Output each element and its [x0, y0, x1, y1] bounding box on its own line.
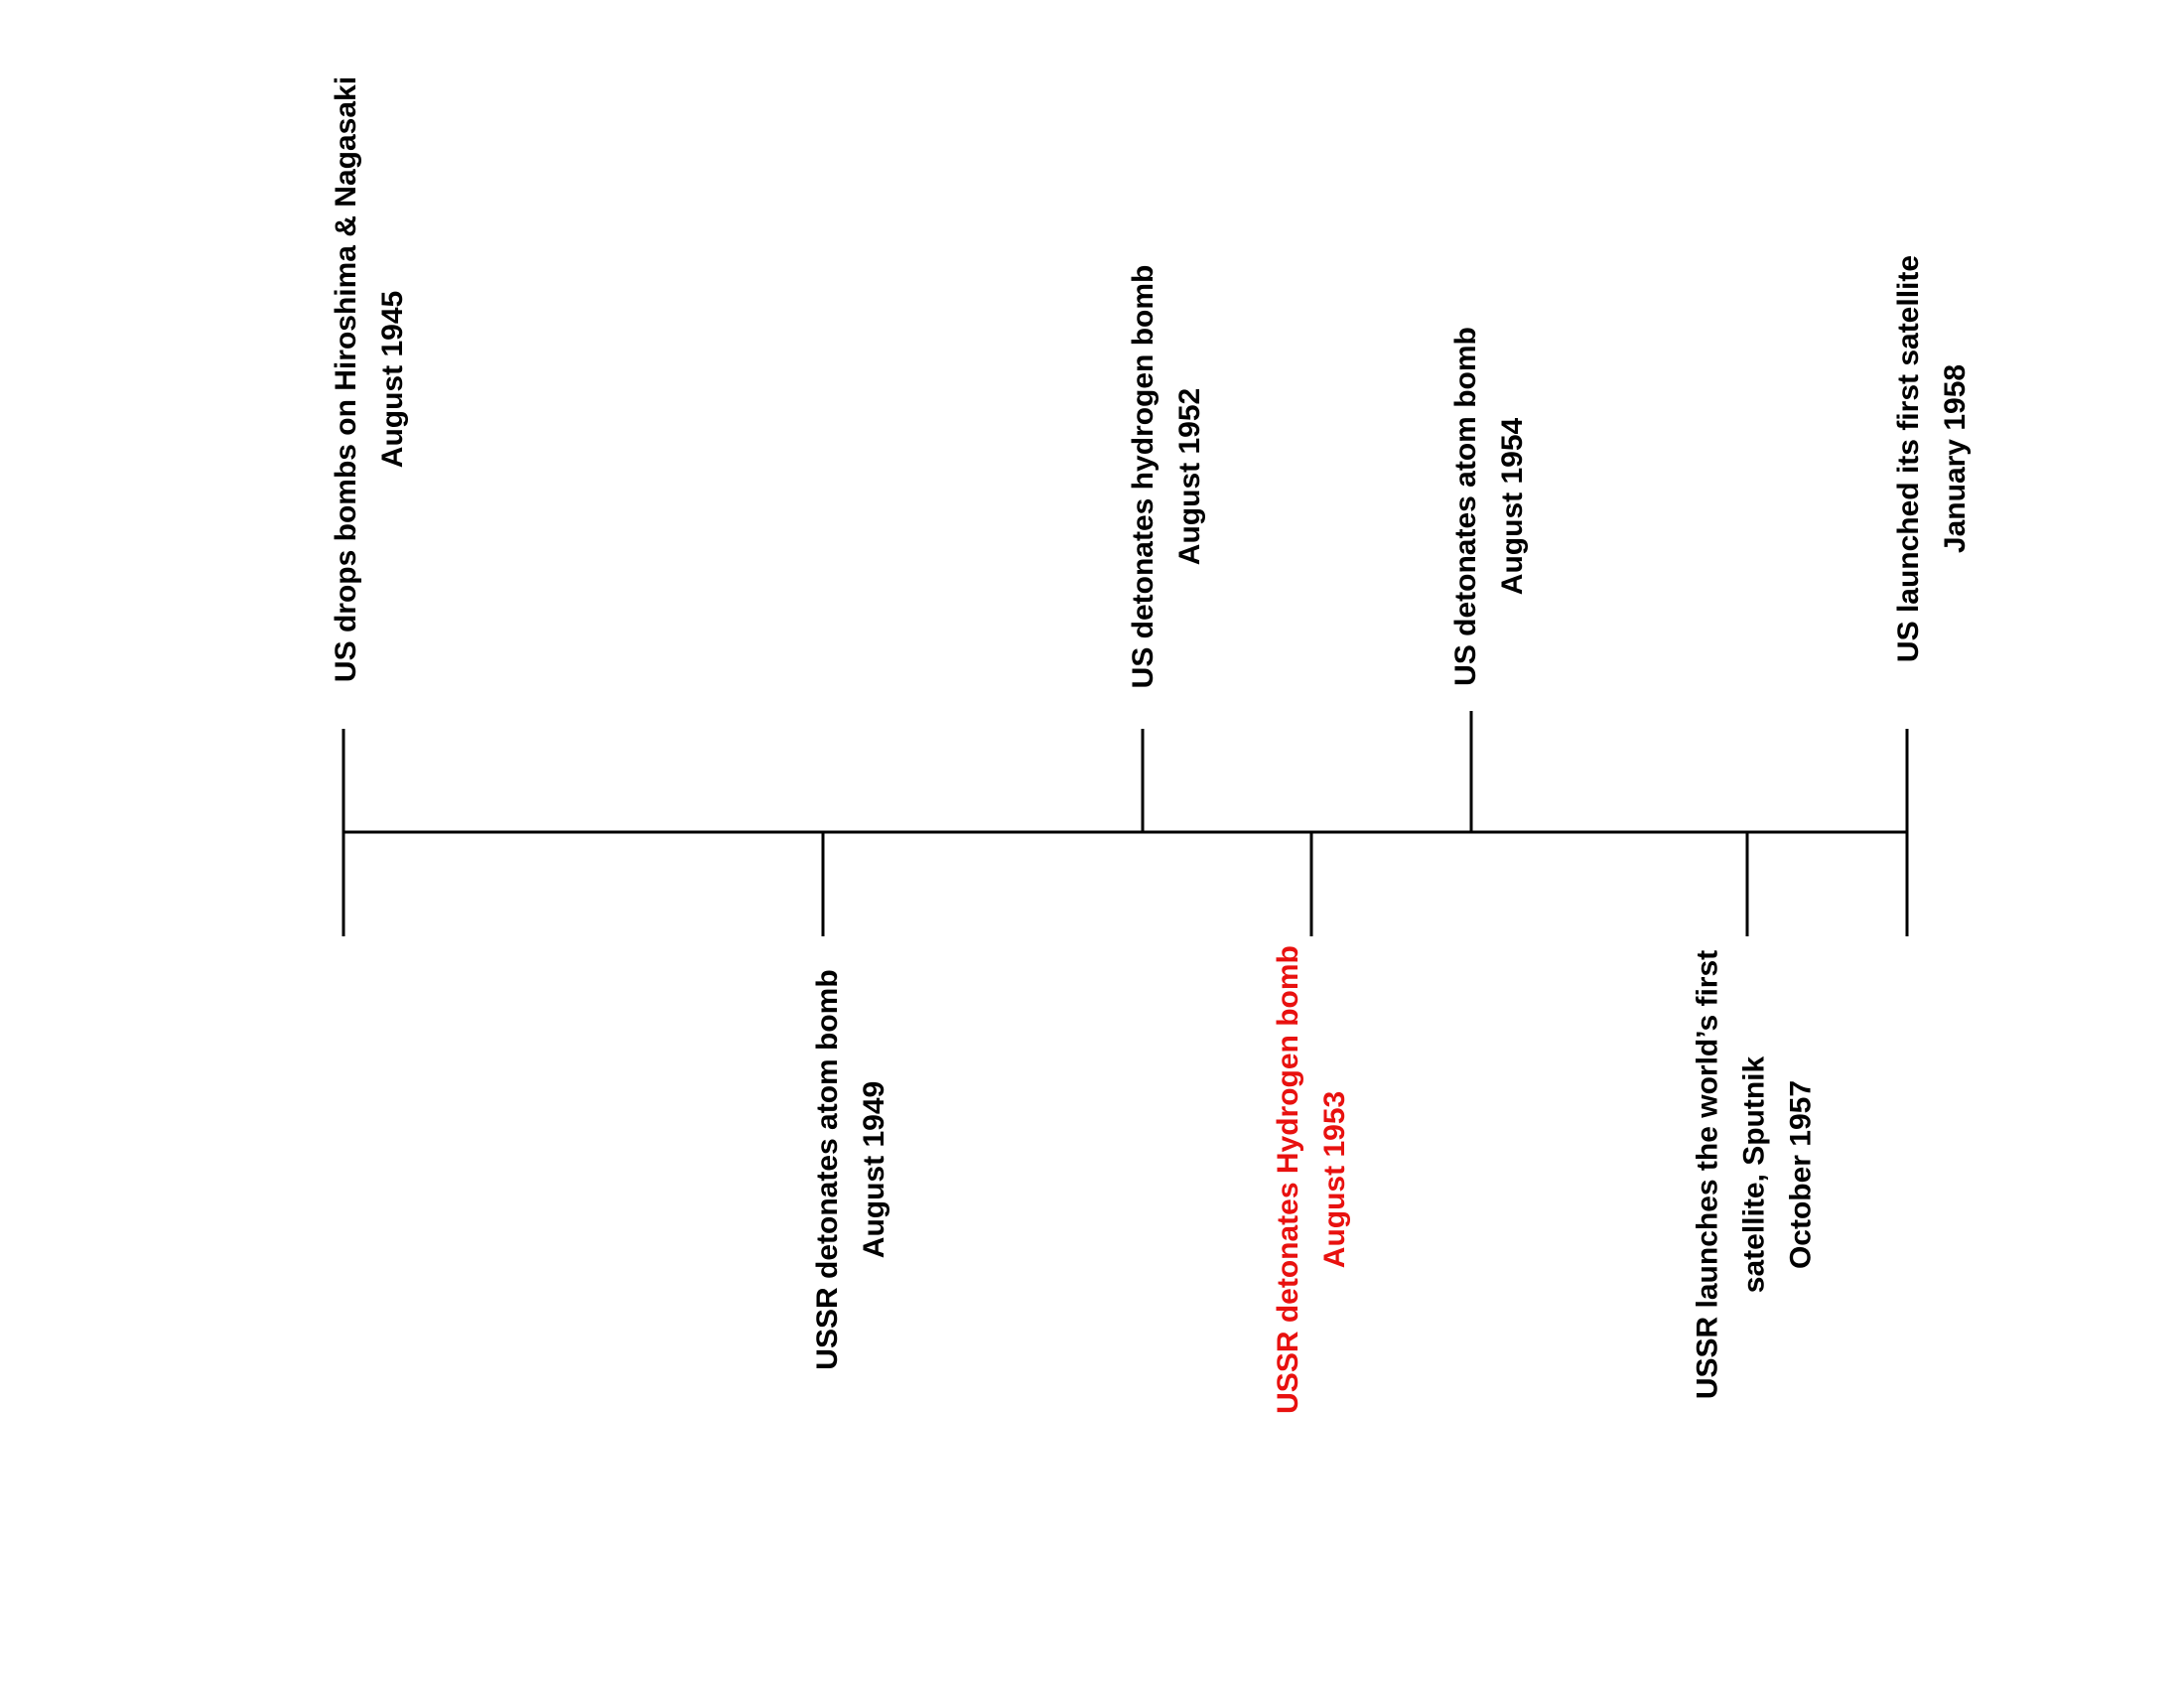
event-label-line: US drops bombs on Hiroshima & Nagasaki	[330, 75, 362, 683]
event-label-us-hydrogen-bomb	[1120, 265, 1213, 689]
event-label-line: USSR launches the world’s first	[1691, 949, 1724, 1400]
event-label-line: US launched its first satellite	[1892, 254, 1925, 663]
event-label-line: satellite, Sputnik	[1737, 1055, 1771, 1294]
event-label-ussr-hydrogen-bomb	[1265, 945, 1358, 1414]
event-label-us-first-satellite	[1885, 255, 1979, 662]
event-label-line: October 1957	[1784, 1079, 1818, 1270]
event-label-line: August 1952	[1173, 387, 1206, 566]
event-label-us-bombs-hiroshima-nagasaki	[323, 76, 416, 682]
event-label-ussr-sputnik	[1685, 950, 1825, 1399]
event-label-us-atom-bomb-1954	[1442, 327, 1536, 686]
event-label-line: USSR detonates atom bomb	[811, 969, 844, 1370]
event-label-line: August 1954	[1496, 417, 1529, 596]
event-label-ussr-atom-bomb	[804, 969, 897, 1369]
event-label-line: US detonates hydrogen bomb	[1127, 264, 1160, 689]
event-label-line: January 1958	[1939, 363, 1972, 554]
event-label-line: US detonates atom bomb	[1449, 327, 1482, 686]
event-label-line: August 1945	[376, 290, 409, 469]
event-label-line: August 1949	[858, 1080, 890, 1259]
event-label-line: USSR detonates Hydrogen bomb	[1272, 945, 1304, 1414]
event-label-line: August 1953	[1318, 1090, 1351, 1269]
